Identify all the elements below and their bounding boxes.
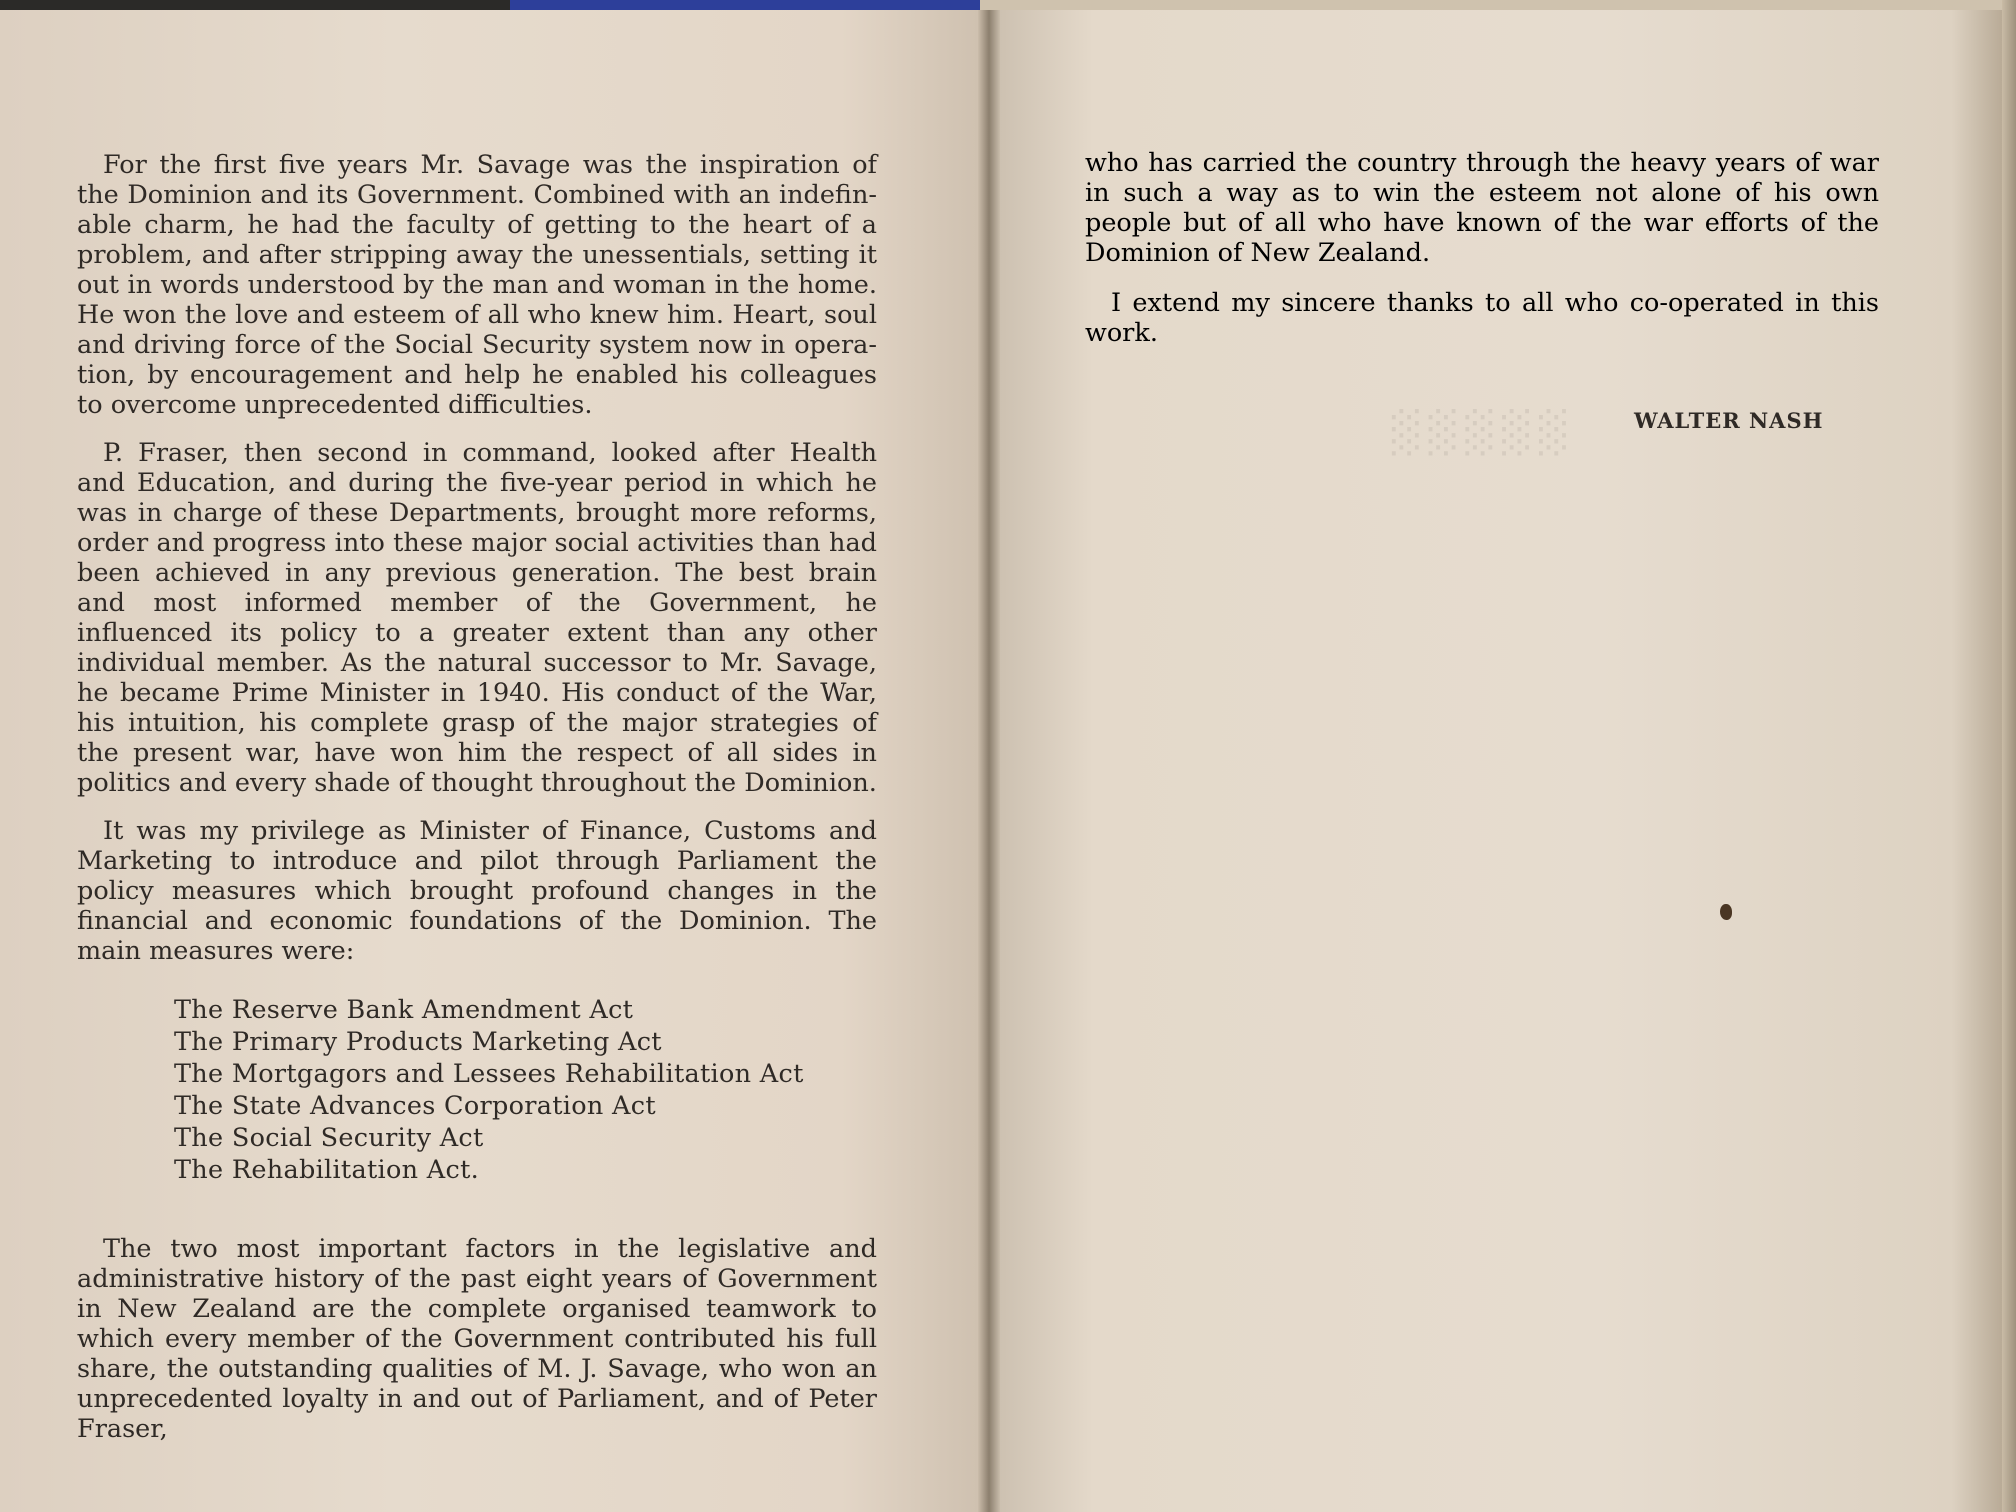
paragraph-continuation: who has carried the country through the heavy years of war in such a way as to win the esteem not alone of his own people but of all who have known of the war efforts of the Dominion of New Zealand.	[1085, 148, 1879, 268]
right-page-text	[1085, 148, 1879, 366]
right-page-edge	[2002, 0, 2016, 1512]
list-item: The Mortgagors and Lessees Rehabilitation Act	[174, 1059, 804, 1089]
list-item: The Rehabilitation Act.	[174, 1155, 480, 1185]
acts-list	[174, 994, 877, 1186]
paragraph-closing: The two most important factors in the legislative and administrative history of the past eight years of Government in New Zealand are the complete organised teamwork to which every member of the Government contributed his full share, the outstanding qualities of M. J. Savage, who won an unprecedented loyalty in and out of Parliament, and of Peter Fraser,	[77, 1234, 877, 1444]
list-item: The Social Security Act	[174, 1123, 484, 1153]
show-through-text: ░░░░░	[1382, 410, 1566, 456]
list-item: The Reserve Bank Amendment Act	[174, 995, 634, 1025]
paragraph-savage: For the first five years Mr. Savage was the inspiration of the Dominion and its Government. Combined with an indefinable charm, he had the faculty of getting to the heart of a problem, and after stripping away the unessentials, setting it out in words understood by the man and woman in the home. He won the love and esteem of all who knew him. Heart, soul and driving force of the Social Security system now in operation, by encouragement and help he enabled his colleagues to overcome unprecedented difficulties.	[77, 150, 877, 420]
left-page-text	[77, 150, 877, 1462]
paragraph-fraser: P. Fraser, then second in command, looked after Health and Education, and during the five-year period in which he was in charge of these Departments, brought more reforms, order and progress into these major social activities than had been achieved in any previous generation. The best brain and most informed member of the Government, he influenced its policy to a greater extent than any other individual member. As the natural successor to Mr. Savage, he became Prime Minister in 1940. His conduct of the War, his intuition, his complete grasp of the major strategies of the present war, have won him the respect of all sides in politics and every shade of thought throughout the Dominion.	[77, 438, 877, 798]
book-gutter	[978, 10, 1000, 1512]
paragraph-measures: It was my privilege as Minister of Finance, Customs and Marketing to introduce and pilot through Parliament the policy measures which brought profound changes in the financial and economic foundations of the Dominion. The main measures were:	[77, 816, 877, 966]
ink-spot	[1720, 904, 1732, 920]
signature: WALTER NASH	[1634, 408, 1824, 433]
list-item: The State Advances Corporation Act	[174, 1091, 656, 1121]
paragraph-thanks: I extend my sincere thanks to all who co-operated in this work.	[1085, 288, 1879, 348]
list-item: The Primary Products Marketing Act	[174, 1027, 662, 1057]
left-page	[0, 10, 990, 1512]
